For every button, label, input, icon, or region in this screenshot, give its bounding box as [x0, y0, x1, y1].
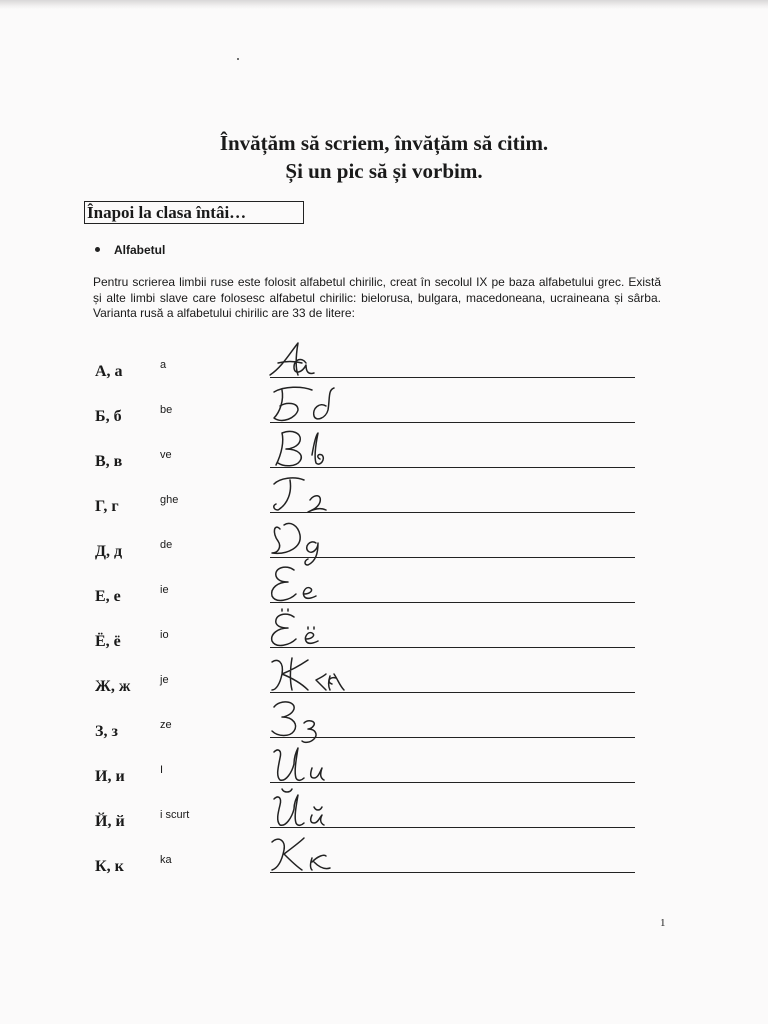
writing-line — [270, 422, 635, 423]
bullet-icon — [95, 247, 100, 252]
pronunciation: i scurt — [160, 809, 190, 821]
pronunciation: I — [160, 764, 164, 776]
printed-letter: Г, г — [95, 498, 119, 515]
handwritten-letter — [268, 834, 388, 876]
subsection-heading-text: Alfabetul — [114, 243, 166, 257]
pronunciation: ze — [160, 719, 172, 731]
pronunciation: ghe — [160, 494, 179, 506]
scan-top-edge — [0, 0, 768, 9]
title-line-1: Învățăm să scriem, învățăm să citim. — [219, 131, 549, 155]
writing-line — [270, 557, 635, 558]
writing-line — [270, 512, 635, 513]
printed-letter: А, а — [95, 363, 123, 380]
printed-letter: З, з — [95, 723, 118, 740]
pronunciation: a — [160, 359, 167, 371]
handwritten-letter — [268, 339, 388, 381]
printed-letter: Е, е — [95, 588, 121, 605]
handwritten-letter — [268, 699, 388, 741]
handwritten-letter — [268, 519, 388, 561]
handwritten-letter — [268, 564, 388, 606]
subsection-heading — [95, 243, 165, 257]
page-title — [0, 129, 768, 185]
letter-row — [0, 854, 768, 902]
printed-letter: В, в — [95, 453, 123, 470]
printed-letter: К, к — [95, 858, 124, 875]
printed-letter: И, и — [95, 768, 125, 785]
printed-letter: Б, б — [95, 408, 122, 425]
printed-letter: Д, д — [95, 543, 123, 560]
writing-line — [270, 647, 635, 648]
handwritten-letter — [268, 654, 388, 696]
handwritten-letter — [268, 429, 388, 471]
intro-paragraph: Pentru scrierea limbii ruse este folosit alfabetul chirilic, creat în secolul IX pe baza alfabetului grec. Există și alte limbi slave care folosesc alfabetul chirilic: bielorusa, bulgara, macedoneana, ucraineana și sârba. Varianta rusă a alfabetului chirilic are 33 de litere: — [93, 275, 661, 320]
section-heading: Înapoi la clasa întâi… — [84, 201, 304, 224]
pronunciation: be — [160, 404, 173, 416]
handwritten-letter — [268, 384, 388, 426]
page-number: 1 — [660, 917, 666, 929]
writing-line — [270, 692, 635, 693]
handwritten-letter — [268, 609, 388, 651]
writing-line — [270, 737, 635, 738]
writing-line — [270, 377, 635, 378]
handwritten-letter — [268, 474, 388, 516]
handwritten-letter — [268, 789, 388, 831]
writing-line — [270, 827, 635, 828]
writing-line — [270, 467, 635, 468]
pronunciation: ve — [160, 449, 172, 461]
scan-speck — [237, 58, 239, 60]
pronunciation: ka — [160, 854, 172, 866]
handwritten-letter — [268, 744, 388, 786]
title-line-2: Și un pic să și vorbim. — [285, 159, 483, 183]
pronunciation: io — [160, 629, 169, 641]
pronunciation: je — [160, 674, 169, 686]
pronunciation: ie — [160, 584, 169, 596]
writing-line — [270, 602, 635, 603]
writing-line — [270, 872, 635, 873]
printed-letter: Ё, ё — [95, 633, 121, 650]
pronunciation: de — [160, 539, 173, 551]
printed-letter: Ж, ж — [95, 678, 131, 695]
writing-line — [270, 782, 635, 783]
printed-letter: Й, й — [95, 813, 125, 830]
